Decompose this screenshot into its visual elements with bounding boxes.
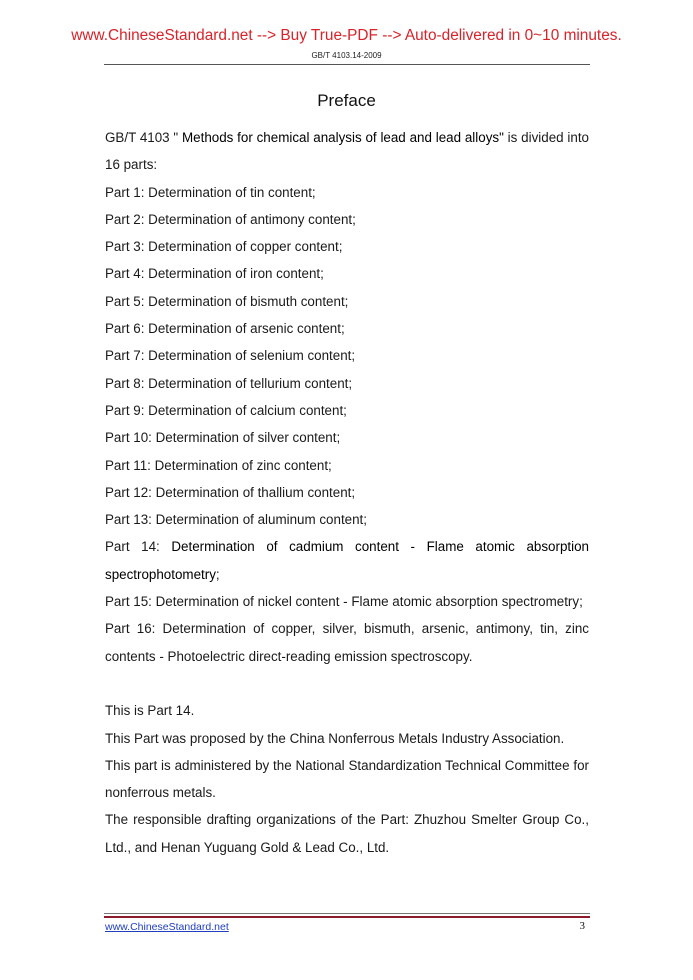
- footer-divider-thick: [104, 916, 590, 918]
- promo-banner-link[interactable]: www.ChineseStandard.net --> Buy True-PDF --> Auto-delivered in 0~10 minutes.: [71, 27, 622, 44]
- intro-suffix: is divided into 16 parts:: [105, 130, 589, 173]
- footer-website-link[interactable]: www.ChineseStandard.net: [105, 921, 229, 933]
- part-item: Part 12: Determination of thallium content;: [105, 484, 356, 500]
- intro-prefix: GB/T 4103 ": [105, 130, 179, 145]
- series-title: Methods for chemical analysis of lead and lead alloys": [178, 130, 504, 145]
- part-15-item: Part 15: Determination of nickel content - Flame atomic absorption spectrometry;: [105, 594, 583, 610]
- part-item: Part 11: Determination of zinc content;: [105, 457, 332, 473]
- closing-line: The responsible drafting organizations of the Part: Zhuzhou Smelter Group Co., Ltd., and Henan Yuguang Gold & Lead Co., Ltd.: [105, 812, 589, 855]
- document-number: GB/T 4103.14-2009: [311, 51, 382, 60]
- page-number: 3: [579, 920, 585, 932]
- part-item: Part 13: Determination of aluminum content;: [105, 512, 367, 528]
- part-14-prefix: Part 14:: [105, 539, 172, 555]
- part-item: Part 1: Determination of tin content;: [105, 184, 316, 200]
- closing-line: This is Part 14.: [105, 703, 195, 719]
- part-14-suffix: ;: [215, 566, 220, 582]
- part-item: Part 5: Determination of bismuth content;: [105, 293, 349, 309]
- part-item: Part 9: Determination of calcium content;: [105, 402, 347, 418]
- page-title: Preface: [317, 91, 376, 110]
- paragraph-gap: [105, 670, 589, 697]
- header-divider: [104, 64, 590, 65]
- part-item: Part 7: Determination of selenium content;: [105, 348, 356, 364]
- part-14-title: Determination of cadmium content - Flame atomic absorption spectrophotometry: [105, 539, 589, 582]
- part-16-item: Part 16: Determination of copper, silver, bismuth, arsenic, antimony, tin, zinc contents - Photoelectric direct-reading emission spectroscopy.: [105, 621, 589, 664]
- preface-body: [105, 124, 589, 861]
- part-item: Part 8: Determination of tellurium content;: [105, 375, 353, 391]
- footer-divider-thin: [104, 913, 590, 914]
- part-item: Part 6: Determination of arsenic content;: [105, 321, 345, 337]
- part-item: Part 10: Determination of silver content;: [105, 430, 341, 446]
- intro-paragraph: [105, 124, 589, 179]
- part-item: Part 4: Determination of iron content;: [105, 266, 324, 282]
- closing-line: This Part was proposed by the China Nonferrous Metals Industry Association.: [105, 730, 565, 746]
- part-14-item: [105, 533, 589, 588]
- part-item: Part 3: Determination of copper content;: [105, 239, 343, 255]
- closing-line: This part is administered by the National Standardization Technical Committee for nonferrous metals.: [105, 757, 589, 801]
- part-item: Part 2: Determination of antimony content;: [105, 211, 356, 227]
